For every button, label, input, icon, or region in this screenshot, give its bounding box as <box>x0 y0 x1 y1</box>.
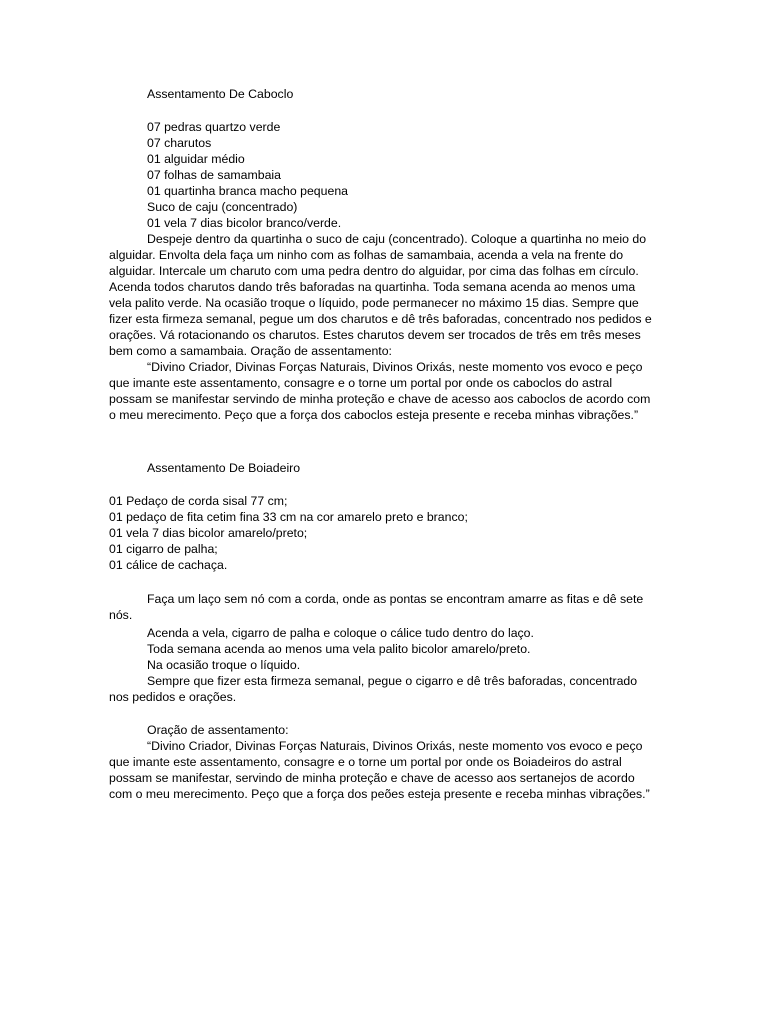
boiadeiro-step-4: Na ocasião troque o líquido. <box>147 658 301 672</box>
caboclo-item: 07 folhas de samambaia <box>147 168 281 182</box>
caboclo-prayer <box>109 359 657 423</box>
caboclo-item: 07 pedras quartzo verde <box>147 120 281 134</box>
boiadeiro-step-5-text: Sempre que fizer esta firmeza semanal, pegue o cigarro e dê três baforadas, concentrado nos pedidos e orações. <box>109 674 638 704</box>
boiadeiro-item: 01 cigarro de palha; <box>109 542 218 556</box>
caboclo-item: Suco de caju (concentrado) <box>147 200 298 214</box>
caboclo-item: 01 quartinha branca macho pequena <box>147 184 349 198</box>
boiadeiro-step-1 <box>109 591 657 623</box>
boiadeiro-step-5 <box>109 673 657 705</box>
caboclo-prayer-text: “Divino Criador, Divinas Forças Naturais, Divinos Orixás, neste momento vos evoco e peço que imante este assentamento, consagre e o torne um portal por onde os caboclos do astral possam se manifestar servindo de minha proteção e chave de acesso aos caboclos de acordo com o meu merecimento. Peço que a força dos caboclos esteja presente e receba minhas vibrações.” <box>109 360 651 422</box>
boiadeiro-item: 01 pedaço de fita cetim fina 33 cm na cor amarelo preto e branco; <box>109 510 468 524</box>
boiadeiro-item: 01 cálice de cachaça. <box>109 558 228 572</box>
boiadeiro-prayer <box>109 738 657 802</box>
boiadeiro-title: Assentamento De Boiadeiro <box>147 461 301 475</box>
boiadeiro-prayer-text: “Divino Criador, Divinas Forças Naturais, Divinos Orixás, neste momento vos evoco e peço que imante este assentamento, consagre e o torne um portal por onde os Boiadeiros do astral possam se manifestar, servindo de minha proteção e chave de acesso aos sertanejos de acordo com o meu merecimento. Peço que a força dos peões esteja presente e receba minhas vibrações.” <box>109 739 650 801</box>
caboclo-item: 01 vela 7 dias bicolor branco/verde. <box>147 216 342 230</box>
caboclo-item: 01 alguidar médio <box>147 152 245 166</box>
boiadeiro-item: 01 Pedaço de corda sisal 77 cm; <box>109 494 288 508</box>
boiadeiro-item: 01 vela 7 dias bicolor amarelo/preto; <box>109 526 308 540</box>
boiadeiro-step-3: Toda semana acenda ao menos uma vela palito bicolor amarelo/preto. <box>147 642 531 656</box>
boiadeiro-step-2: Acenda a vela, cigarro de palha e coloque o cálice tudo dentro do laço. <box>147 626 534 640</box>
caboclo-item: 07 charutos <box>147 136 212 150</box>
caboclo-instructions <box>109 231 657 359</box>
boiadeiro-step-1-text: Faça um laço sem nó com a corda, onde as pontas se encontram amarre as fitas e dê sete nós. <box>109 592 644 622</box>
boiadeiro-prayer-label: Oração de assentamento: <box>147 723 289 737</box>
caboclo-title: Assentamento De Caboclo <box>147 87 294 101</box>
caboclo-instructions-text: Despeje dentro da quartinha o suco de caju (concentrado). Coloque a quartinha no meio do alguidar. Envolta dela faça um ninho com as folhas de samambaia, acenda a vela na frente do alguidar. Intercale um charuto com uma pedra dentro do alguidar, por cima das folhas em círculo. Acenda todos charutos dando três baforadas na quartinha. Toda semana acenda ao menos uma vela palito verde. Na ocasião troque o líquido, pode permanecer no máximo 15 dias. Sempre que fizer esta firmeza semanal, pegue um dos charutos e dê três baforadas, concentrado nos pedidos e orações. Vá rotacionando os charutos. Estes charutos devem ser trocados de três em três meses bem como a samambaia. Oração de assentamento: <box>109 232 652 358</box>
